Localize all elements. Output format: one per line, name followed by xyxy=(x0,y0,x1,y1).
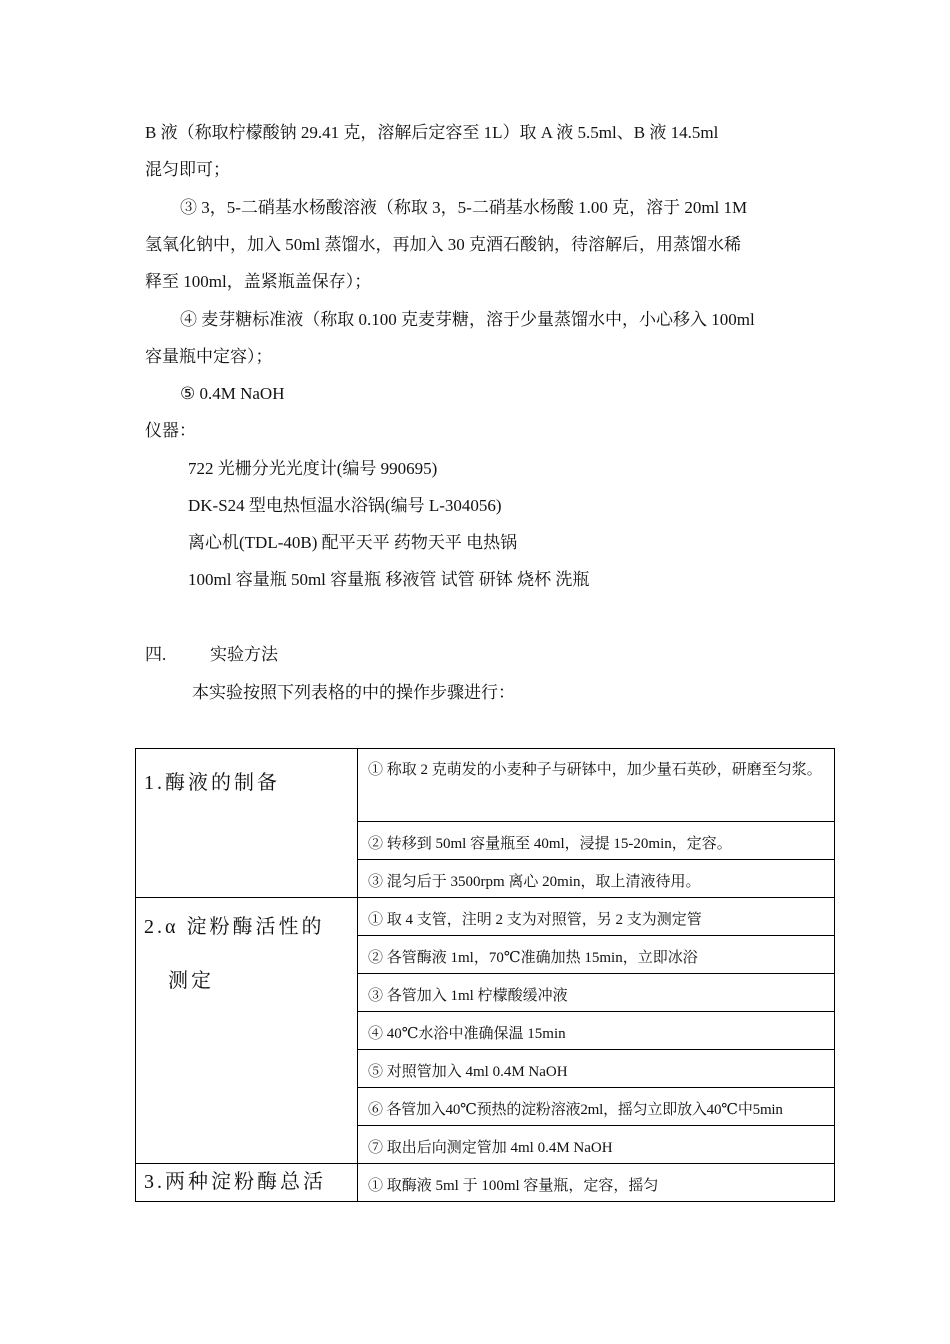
paragraph-line: B 液（称取柠檬酸钠 29.41 克，溶解后定容至 1L）取 A 液 5.5ml、B 液 14.5ml xyxy=(145,123,719,142)
step-cell: ① 称取 2 克萌发的小麦种子与研钵中，加少量石英砂，研磨至匀浆。 xyxy=(358,749,835,822)
paragraph-line: 混匀即可； xyxy=(145,160,230,179)
step-cell: ② 各管酶液 1ml，70℃准确加热 15min，立即冰浴 xyxy=(358,936,835,974)
step-cell: ① 取酶液 5ml 于 100ml 容量瓶，定容，摇匀 xyxy=(358,1164,835,1202)
procedure-table xyxy=(135,748,835,1202)
paragraph-line: ⑤ 0.4M NaOH xyxy=(180,384,285,403)
section-intro: 本实验按照下列表格的中的操作步骤进行： xyxy=(192,683,515,702)
paragraph-line: 容量瓶中定容）； xyxy=(145,347,273,366)
step-cell: ⑤ 对照管加入 4ml 0.4M NaOH xyxy=(358,1050,835,1088)
step-cell: ③ 混匀后于 3500rpm 离心 20min，取上清液待用。 xyxy=(358,860,835,898)
instrument-item: 100ml 容量瓶 50ml 容量瓶 移液管 试管 研钵 烧杯 洗瓶 xyxy=(188,570,590,589)
section-title: 实验方法 xyxy=(210,645,278,664)
section-cell xyxy=(136,749,358,898)
paragraph-line: ④ 麦芽糖标准液（称取 0.100 克麦芽糖，溶于少量蒸馏水中，小心移入 100ml xyxy=(180,310,755,329)
step-cell: ② 转移到 50ml 容量瓶至 40ml，浸提 15-20min，定容。 xyxy=(358,822,835,860)
paragraph-line: ③ 3，5-二硝基水杨酸溶液（称取 3，5-二硝基水杨酸 1.00 克，溶于 20ml 1M xyxy=(180,198,748,217)
table-row xyxy=(136,1164,835,1202)
section-label: 1.酶液的制备 xyxy=(144,772,280,794)
section-label: 2.α 淀粉酶活性的 xyxy=(144,916,325,938)
table-row xyxy=(136,749,835,822)
step-cell: ① 取 4 支管，注明 2 支为对照管，另 2 支为测定管 xyxy=(358,898,835,936)
instrument-item: 722 光栅分光光度计(编号 990695) xyxy=(188,459,438,478)
paragraph-line: 氢氧化钠中，加入 50ml 蒸馏水，再加入 30 克酒石酸钠，待溶解后，用蒸馏水稀 xyxy=(145,235,741,254)
table-row xyxy=(136,898,835,936)
step-cell: ⑥ 各管加入40℃预热的淀粉溶液2ml，摇匀立即放入40℃中5min xyxy=(358,1088,835,1126)
step-cell: ⑦ 取出后向测定管加 4ml 0.4M NaOH xyxy=(358,1126,835,1164)
instrument-item: 离心机(TDL-40B) 配平天平 药物天平 电热锅 xyxy=(188,533,518,552)
section-number: 四. xyxy=(145,645,167,664)
instruments-label: 仪器： xyxy=(145,421,196,440)
section-label-continued: 测定 xyxy=(168,970,214,992)
section-cell xyxy=(136,898,358,1164)
step-cell: ③ 各管加入 1ml 柠檬酸缓冲液 xyxy=(358,974,835,1012)
paragraph-line: 释至 100ml，盖紧瓶盖保存）； xyxy=(145,272,372,291)
section-label: 3.两种淀粉酶总活 xyxy=(144,1171,326,1193)
section-cell xyxy=(136,1164,358,1202)
step-cell: ④ 40℃水浴中准确保温 15min xyxy=(358,1012,835,1050)
instrument-item: DK-S24 型电热恒温水浴锅(编号 L-304056) xyxy=(188,496,502,515)
